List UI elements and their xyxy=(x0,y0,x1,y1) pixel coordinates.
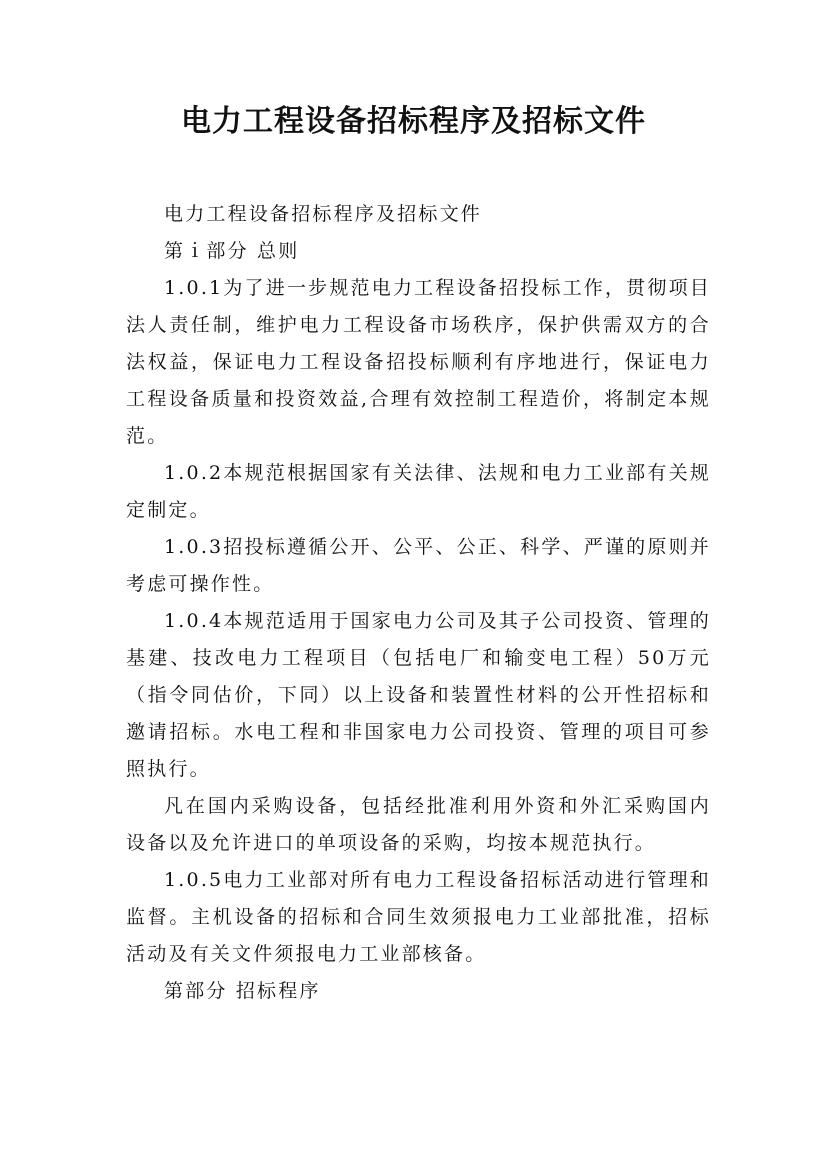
document-title: 电力工程设备招标程序及招标文件 xyxy=(181,104,646,139)
paragraph-subtitle: 电力工程设备招标程序及招标文件 xyxy=(164,203,483,225)
document-body xyxy=(126,196,711,1010)
paragraph-1-0-1: 1.0.1为了进一步规范电力工程设备招投标工作，贯彻项目法人责任制，维护电力工程设备市场秩序，保护供需双方的合法权益，保证电力工程设备招投标顺利有序地进行，保证电力工程设备质量和投资效益,合理有效控制工程造价，将制定本规范。 xyxy=(126,277,711,447)
paragraph-part-2-heading: 第部分 招标程序 xyxy=(164,980,321,1002)
paragraph-1-0-5: 1.0.5电力工业部对所有电力工程设备招标活动进行管理和监督。主机设备的招标和合同生效须报电力工业部批准，招标活动及有关文件须报电力工业部核备。 xyxy=(126,869,711,965)
paragraph-domestic-procurement: 凡在国内采购设备，包括经批准利用外资和外汇采购国内设备以及允许进口的单项设备的采购，均按本规范执行。 xyxy=(126,795,711,854)
paragraph-1-0-2: 1.0.2本规范根据国家有关法律、法规和电力工业部有关规定制定。 xyxy=(126,462,711,521)
paragraph-part-1-heading: 第ｉ部分 总则 xyxy=(164,240,300,262)
paragraph-1-0-3: 1.0.3招投标遵循公开、公平、公正、科学、严谨的原则并考虑可操作性。 xyxy=(126,536,711,595)
paragraph-1-0-4: 1.0.4本规范适用于国家电力公司及其子公司投资、管理的基建、技改电力工程项目（包括电厂和输变电工程）50万元（指令同估价，下同）以上设备和装置性材料的公开性招标和邀请招标。水电工程和非国家电力公司投资、管理的项目可参照执行。 xyxy=(126,610,711,780)
